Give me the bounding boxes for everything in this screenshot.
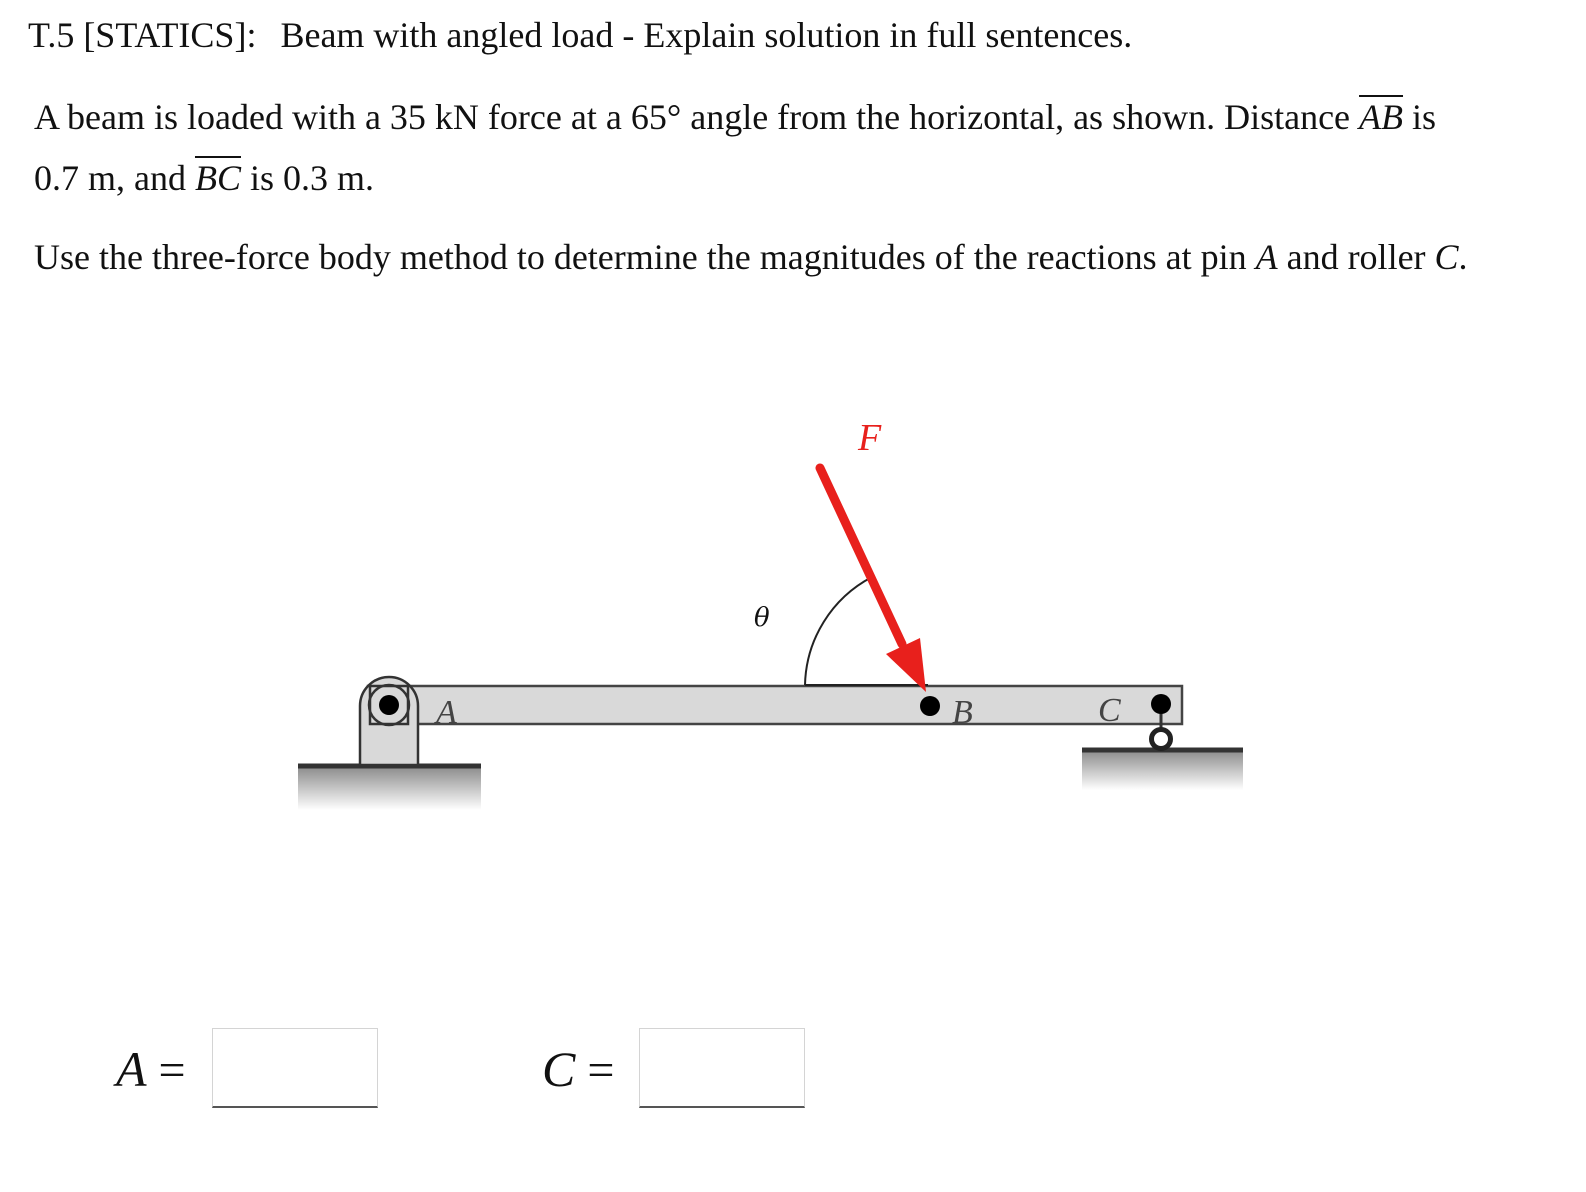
- roller-wheel: [1152, 730, 1171, 749]
- distance-bc-label: $\overline{BC}$: [194, 158, 241, 198]
- problem-title-text: Beam with angled load - Explain solution in full sentences.: [280, 15, 1133, 55]
- pin-a-symbol: A: [1255, 237, 1278, 277]
- pin-a-dot: [379, 695, 399, 715]
- ground-support-c: [1082, 750, 1243, 790]
- point-c-dot: [1151, 694, 1171, 714]
- beam-diagram: [0, 380, 1586, 820]
- problem-instruction: Use the three-force body method to determine the magnitudes of the reactions at pin A and roller C.: [34, 237, 1468, 277]
- angle-label-theta: θ: [754, 603, 770, 633]
- distance-ab-label: $\overline{AB}$: [1359, 97, 1404, 137]
- point-c-label: C: [1098, 692, 1121, 729]
- answer-a-input[interactable]: [212, 1028, 378, 1108]
- problem-statement-line-2: 0.7 m, and $\overline{BC}$ is 0.3 m.: [34, 158, 375, 198]
- ground-support-a: [298, 766, 481, 810]
- beam: [368, 686, 1182, 724]
- answer-a-label: A =: [116, 1041, 186, 1097]
- pin-support-a: [360, 677, 418, 765]
- point-a-label: A: [436, 694, 457, 731]
- force-arrow-f: [820, 468, 926, 692]
- answer-c-input[interactable]: [639, 1028, 805, 1108]
- answer-c-label: C =: [542, 1041, 615, 1097]
- roller-c-symbol: C: [1434, 237, 1459, 277]
- point-b-label: B: [952, 694, 973, 731]
- problem-title: [28, 14, 1132, 56]
- problem-statement-line-1: A beam is loaded with a 35 kN force at a 65° angle from the horizontal, as shown. Distance $\overline{AB}$ is: [34, 97, 1437, 137]
- force-label-f: F: [858, 417, 882, 459]
- problem-code: T.5 [STATICS]:: [28, 15, 257, 55]
- point-b-dot: [920, 696, 940, 716]
